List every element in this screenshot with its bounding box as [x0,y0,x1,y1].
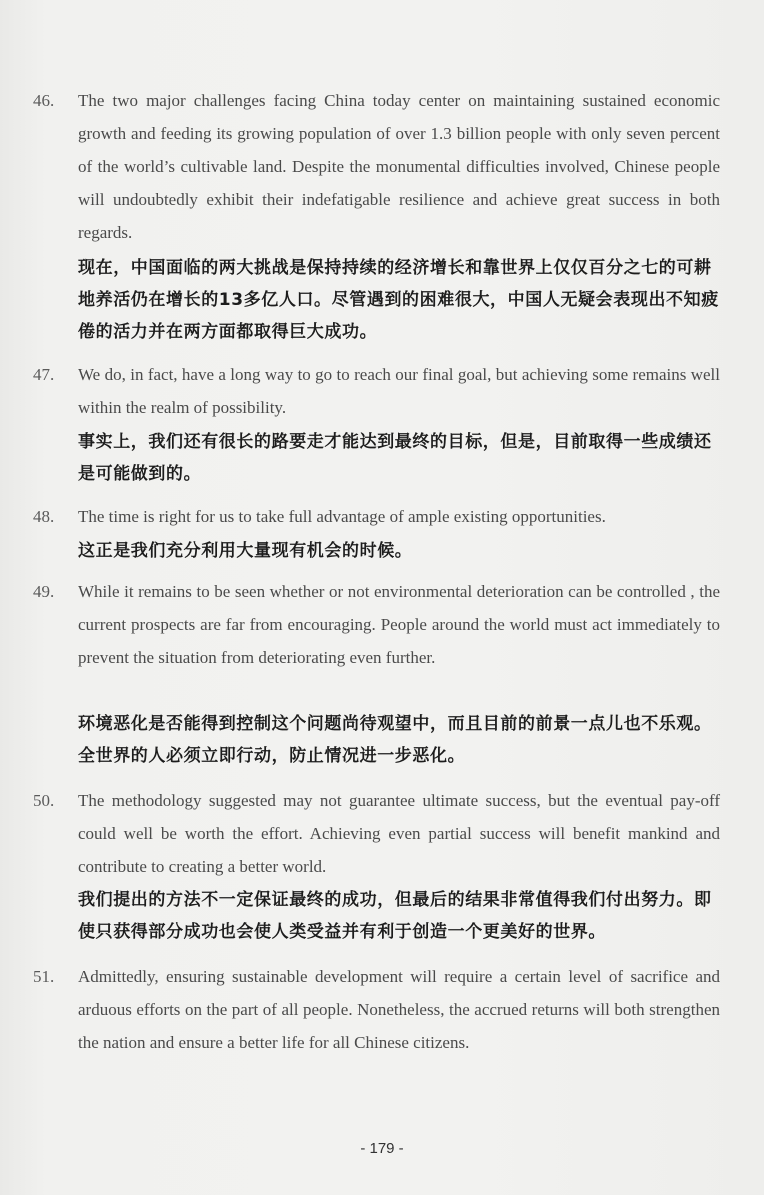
entry-number: 46. [33,91,55,110]
english-sentence: While it remains to be seen whether or not environmental deterioration can be controlled , the current prospects are far from encouraging. People around the world must act immediately to prevent the situation from deteriorating even further. [78,582,720,667]
chinese-translation: 我们提出的方法不一定保证最终的成功，但最后的结果非常值得我们付出努力。即使只获得部分成功也会使人类受益并有利于创造一个更美好的世界。 [78,890,712,942]
chinese-translation: 环境恶化是否能得到控制这个问题尚待观望中，而且目前的前景一点儿也不乐观。全世界的人必须立即行动，防止情况进一步恶化。 [78,714,712,766]
english-sentence: The time is right for us to take full advantage of ample existing opportunities. [78,507,606,526]
chinese-translation: 这正是我们充分利用大量现有机会的时候。 [78,541,413,561]
english-sentence: The two major challenges facing China today center on maintaining sustained economic growth and feeding its growing population of over 1.3 billion people with only seven percent of the world’s cultivable land. Despite the monumental difficulties involved, Chinese people will undoubtedly exhibit their indefatigable resilience and achieve great success in both regards. [78,91,720,242]
page-number: - 179 - [360,1140,404,1157]
english-sentence: Admittedly, ensuring sustainable development will require a certain level of sacrifice and arduous efforts on the part of all people. Nonetheless, the accrued returns will both strengthen the nation and ensure a better life for all Chinese citizens. [78,967,720,1052]
english-sentence: We do, in fact, have a long way to go to reach our final goal, but achieving some remains well within the realm of possibility. [78,365,720,417]
chinese-translation: 现在，中国面临的两大挑战是保持持续的经济增长和靠世界上仅仅百分之七的可耕地养活仍在增长的13多亿人口。尽管遇到的困难很大，中国人无疑会表现出不知疲倦的活力并在两方面都取得巨大成功。 [78,258,719,342]
chinese-translation: 事实上，我们还有很长的路要走才能达到最终的目标，但是，目前取得一些成绩还是可能做到的。 [78,432,712,484]
english-sentence: The methodology suggested may not guarantee ultimate success, but the eventual pay-off could well be worth the effort. Achieving even partial success will benefit mankind and contribute to creating a better world. [78,791,720,876]
entry-number: 47. [33,365,55,384]
entry-number: 48. [33,507,55,526]
entry-number: 49. [33,582,55,601]
entry-number: 50. [33,791,55,810]
entry-number: 51. [33,967,55,986]
